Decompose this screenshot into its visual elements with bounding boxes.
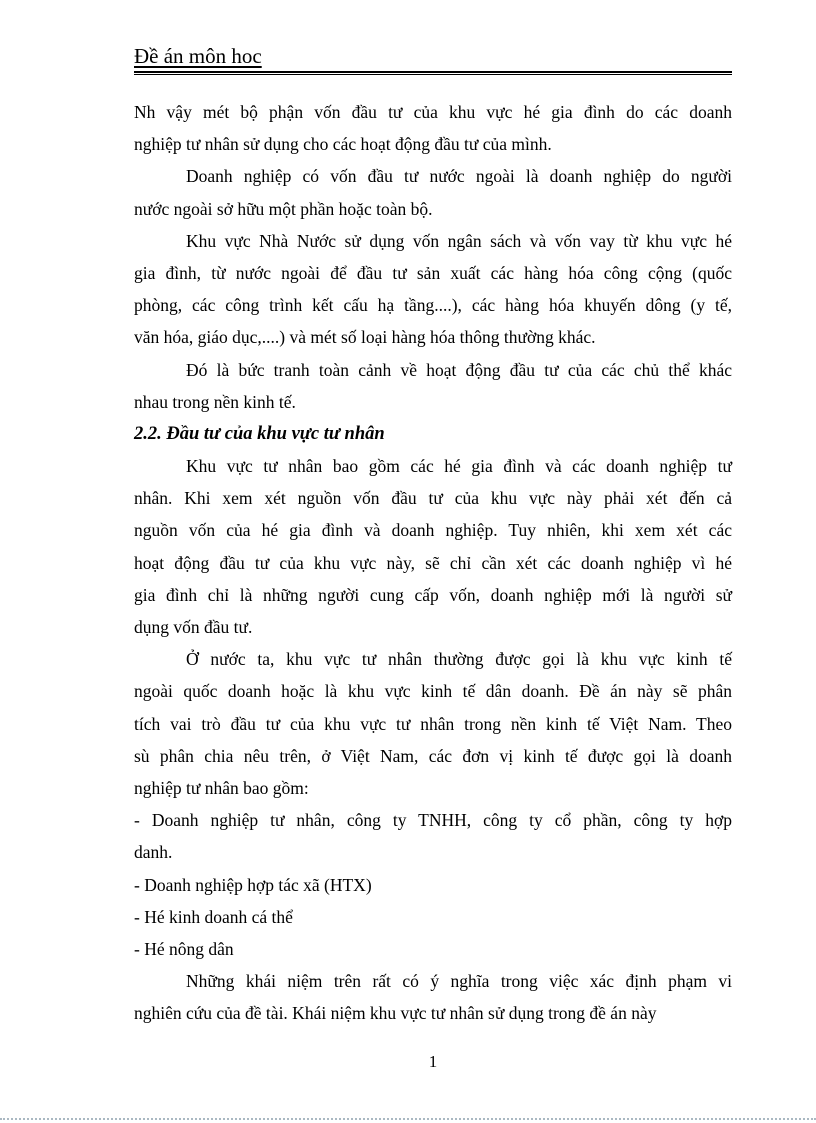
paragraph-private-sector-vietnam-line: tích vai trò đầu tư của khu vực tư nhân trong nền kinh tế Việt Nam. Theo	[134, 713, 732, 734]
paragraph-private-sector-definition-line: Khu vực tư nhân bao gồm các hé gia đình và các doanh nghiệp tư	[186, 456, 732, 477]
paragraph-household-capital-line: nghiệp tư nhân sử dụng cho các hoạt động đầu tư của mình.	[134, 134, 552, 155]
document-body	[134, 96, 732, 1029]
paragraph-scope-of-study-line: Những khái niệm trên rất có ý nghĩa trong việc xác định phạm vi	[186, 971, 732, 992]
paragraph-foreign-invested-enterprise-line: Doanh nghiệp có vốn đầu tư nước ngoài là doanh nghiệp do người	[186, 166, 732, 187]
page-number: 1	[428, 1052, 438, 1071]
paragraph-private-sector-definition-line: hoạt động đầu tư của khu vực này, sẽ chỉ cần xét các doanh nghiệp vì hé	[134, 552, 732, 573]
paragraph-household-capital-line: Nh vậy mét bộ phận vốn đầu tư của khu vực hé gia đình do các doanh	[134, 102, 732, 122]
paragraph-overview-conclusion-line: nhau trong nền kinh tế.	[134, 391, 296, 412]
paragraph-state-sector-line: gia đình, từ nước ngoài để đầu tư sản xuất các hàng hóa công cộng (quốc	[134, 262, 732, 283]
paragraph-state-sector-line: văn hóa, giáo dục,....) và mét số loại hàng hóa thông thường khác.	[134, 327, 596, 348]
list-item-cooperative-line: - Doanh nghiệp hợp tác xã (HTX)	[134, 874, 372, 895]
paragraph-private-sector-vietnam-line: ngoài quốc doanh hoặc là khu vực kinh tế dân doanh. Đề án này sẽ phân	[134, 681, 732, 702]
paragraph-private-sector-vietnam-line: nghiệp tư nhân bao gồm:	[134, 777, 309, 798]
paragraph-scope-of-study-line: nghiên cứu của đề tài. Khái niệm khu vực tư nhân sử dụng trong đề án này	[134, 1003, 657, 1024]
list-item-farmer-household-line: - Hé nông dân	[134, 938, 234, 959]
paragraph-private-sector-vietnam-line: sù phân chia nêu trên, ở Việt Nam, các đơn vị kinh tế được gọi là doanh	[134, 745, 732, 766]
list-item-individual-business-line: - Hé kinh doanh cá thể	[134, 906, 293, 927]
paragraph-private-sector-definition-line: gia đình chỉ là những người cung cấp vốn, doanh nghiệp mới là người sử	[134, 584, 732, 605]
page-break-divider	[0, 1118, 816, 1120]
page-header	[134, 44, 732, 73]
paragraph-state-sector-line: phòng, các công trình kết cấu hạ tầng....), các hàng hóa khuyến dông (y tế,	[134, 295, 732, 316]
paragraph-foreign-invested-enterprise-line: nước ngoài sở hữu một phần hoặc toàn bộ.	[134, 198, 433, 219]
paragraph-private-sector-definition-line: dụng vốn đầu tư.	[134, 617, 253, 637]
paragraph-private-sector-definition-line: nhân. Khi xem xét nguồn vốn đầu tư của khu vực này phải xét đến cả	[134, 488, 732, 509]
page-footer	[134, 1046, 732, 1078]
header-title: Đề án môn hoc	[134, 44, 262, 68]
paragraph-private-sector-vietnam-line: Ở nước ta, khu vực tư nhân thường được gọi là khu vực kinh tế	[186, 649, 732, 670]
paragraph-overview-conclusion-line: Đó là bức tranh toàn cảnh về hoạt động đầu tư của các chủ thể khác	[186, 359, 732, 380]
paragraph-state-sector-line: Khu vực Nhà Nước sử dụng vốn ngân sách và vốn vay từ khu vực hé	[186, 230, 732, 251]
section-heading-2-2: 2.2. Đầu tư của khu vực tư nhân	[134, 423, 385, 444]
list-item-enterprise-types-line: danh.	[134, 842, 173, 863]
list-item-enterprise-types-line: - Doanh nghiệp tư nhân, công ty TNHH, công ty cổ phần, công ty hợp	[134, 810, 732, 831]
paragraph-private-sector-definition-line: nguồn vốn của hé gia đình và doanh nghiệp. Tuy nhiên, khi xem xét các	[134, 520, 732, 541]
